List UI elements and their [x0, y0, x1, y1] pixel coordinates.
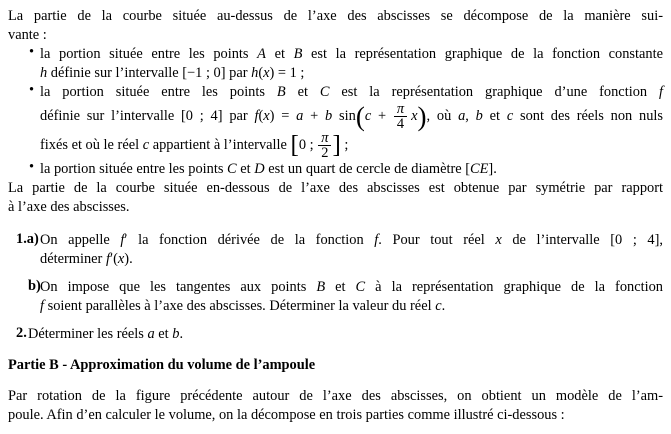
math-var: b	[325, 107, 333, 124]
math-var: B	[276, 84, 286, 100]
text-run: +	[303, 107, 326, 124]
math-var: x	[411, 107, 418, 124]
text-run: et	[236, 161, 255, 177]
question-2	[8, 325, 663, 344]
text-run: la portion située entre les points	[40, 46, 258, 62]
text-run: On impose que les tangentes aux points	[40, 279, 317, 295]
bullet-item-constante	[8, 45, 663, 83]
text-run: ′(	[109, 251, 118, 267]
question-list	[8, 231, 663, 344]
text-run: et	[285, 84, 320, 100]
text-run: +	[371, 107, 393, 124]
fraction-denominator: 4	[394, 116, 407, 131]
text-line	[28, 325, 663, 344]
text-run: à la représentation graphique de la fonction	[365, 279, 663, 295]
math-var: x	[263, 65, 270, 81]
math-var: f	[120, 232, 125, 248]
math-var: x	[495, 232, 502, 248]
text-run: 0 ;	[298, 136, 318, 153]
text-line	[8, 198, 663, 217]
text-run: (	[258, 65, 264, 81]
question-label: 2.	[16, 325, 27, 341]
math-var: x	[263, 107, 270, 124]
text-run: et	[325, 279, 356, 295]
text-run: ).	[124, 251, 133, 267]
text-run: .	[441, 298, 446, 314]
math-var: a	[296, 107, 304, 124]
fraction-numerator: π	[321, 130, 329, 146]
text-line	[40, 45, 663, 64]
bullet-item-fonction-f	[8, 83, 663, 160]
math-var: f	[374, 232, 379, 248]
question-1b	[8, 278, 663, 316]
text-run: définie sur l’intervalle [0 ; 4] par	[40, 107, 255, 124]
text-run: ].	[488, 161, 497, 177]
text-run: La partie de la courbe située au-dessus de l’axe des abscisses se décompose de la manière sui-	[8, 8, 663, 24]
text-run: et	[482, 107, 507, 124]
text-run: ,	[465, 107, 476, 124]
text-run: appartient à l’intervalle	[149, 136, 291, 153]
math-var: B	[316, 279, 326, 295]
paragraph-rotation	[8, 387, 663, 425]
math-var: f	[254, 107, 259, 124]
math-var: B	[293, 46, 303, 62]
big-bracket-open: [	[290, 131, 299, 159]
math-var: c	[506, 107, 514, 124]
math-var: C	[355, 279, 366, 295]
text-run: ) = 1 ;	[269, 65, 305, 81]
math-var: a	[147, 326, 155, 342]
text-run: et	[154, 326, 173, 342]
paragraph-intro	[8, 7, 663, 45]
big-paren-open: (	[355, 101, 365, 132]
heading-text: Partie B - Approximation du volume de l’ampoule	[8, 357, 316, 373]
text-run: poule. Afin d’en calculer le volume, on la décompose en trois parties comme illustré ci-dessous :	[8, 407, 565, 423]
bullet-item-quart-cercle	[8, 160, 663, 179]
text-run: de l’intervalle [0 ; 4],	[501, 232, 663, 248]
text-line	[40, 160, 663, 179]
text-line	[8, 7, 663, 26]
fraction-pi-over-2	[317, 131, 332, 160]
text-line	[8, 406, 663, 425]
math-var: CE	[470, 161, 489, 177]
text-run: , où	[426, 107, 459, 124]
text-run: la portion située entre les points	[40, 161, 228, 177]
question-label: b)	[28, 278, 41, 294]
math-prime: ′	[124, 232, 128, 248]
math-var: c	[142, 136, 150, 153]
text-run: La partie de la courbe située en-dessous de l’axe des abscisses est obtenue par symétrie par rapport	[8, 180, 663, 196]
math-var: x	[117, 251, 125, 267]
text-run: ;	[340, 136, 349, 153]
bullet-icon: •	[29, 159, 35, 175]
text-run: ) =	[269, 107, 297, 124]
text-line	[40, 231, 663, 250]
math-var: A	[257, 46, 266, 62]
text-run: déterminer	[40, 251, 106, 267]
math-var: f	[659, 84, 663, 100]
text-line	[8, 387, 663, 406]
text-line	[40, 297, 663, 316]
math-var: b	[475, 107, 483, 124]
text-run: (	[258, 107, 264, 124]
paragraph-symetrie	[8, 179, 663, 217]
math-var: C	[227, 161, 237, 177]
text-line	[8, 179, 663, 198]
math-var: h	[251, 65, 259, 81]
text-run: la portion située entre les points	[40, 84, 277, 100]
text-run: soient parallèles à l’axe des abscisses. Déterminer la valeur du réel	[44, 298, 436, 314]
big-paren-close: )	[417, 101, 427, 132]
math-var: f	[105, 251, 110, 267]
text-run: la fonction dérivée de la fonction	[127, 232, 375, 248]
fraction-pi-over-4	[393, 102, 408, 131]
bullet-icon: •	[29, 44, 35, 60]
text-run: sont des réels non nuls	[513, 107, 664, 124]
math-var: a	[458, 107, 466, 124]
text-run: définie sur l’intervalle [−1 ; 0] par	[47, 65, 252, 81]
text-line	[40, 64, 663, 83]
math-var: c	[435, 298, 442, 314]
text-run: sin	[332, 107, 356, 124]
math-var: D	[254, 161, 265, 177]
section-heading-partie-b	[8, 356, 663, 375]
text-run: On appelle	[40, 232, 121, 248]
text-line	[40, 278, 663, 297]
text-line-formula	[40, 102, 663, 131]
text-line	[40, 250, 663, 269]
text-run: vante :	[8, 27, 47, 43]
fraction-numerator: π	[396, 101, 405, 117]
question-1a	[8, 231, 663, 269]
text-run: à l’axe des abscisses.	[8, 199, 130, 215]
question-label: 1.a)	[16, 231, 39, 247]
text-line	[40, 83, 663, 102]
text-run: . Pour tout réel	[378, 232, 496, 248]
text-run: Par rotation de la figure précédente autour de l’axe des abscisses, on obtient un modèle de l’am-	[8, 388, 663, 404]
math-var: f	[40, 298, 44, 314]
bullet-icon: •	[29, 82, 35, 98]
text-run: fixés et où le réel	[40, 136, 143, 153]
fraction-denominator: 2	[318, 145, 331, 160]
text-run: est un quart de cercle de diamètre [	[264, 161, 471, 177]
math-var: b	[172, 326, 180, 342]
text-run: est la représentation graphique d’une fonction	[329, 84, 659, 100]
text-line-formula	[40, 131, 663, 160]
text-line	[8, 26, 663, 45]
text-run: et	[265, 46, 294, 62]
big-bracket-close: ]	[332, 131, 341, 159]
math-var: c	[364, 107, 372, 124]
text-run: est la représentation graphique de la fonction constante	[302, 46, 663, 62]
text-run: .	[179, 326, 184, 342]
math-var: h	[40, 65, 48, 81]
math-var: C	[319, 84, 330, 100]
text-run: Déterminer les réels	[28, 326, 148, 342]
